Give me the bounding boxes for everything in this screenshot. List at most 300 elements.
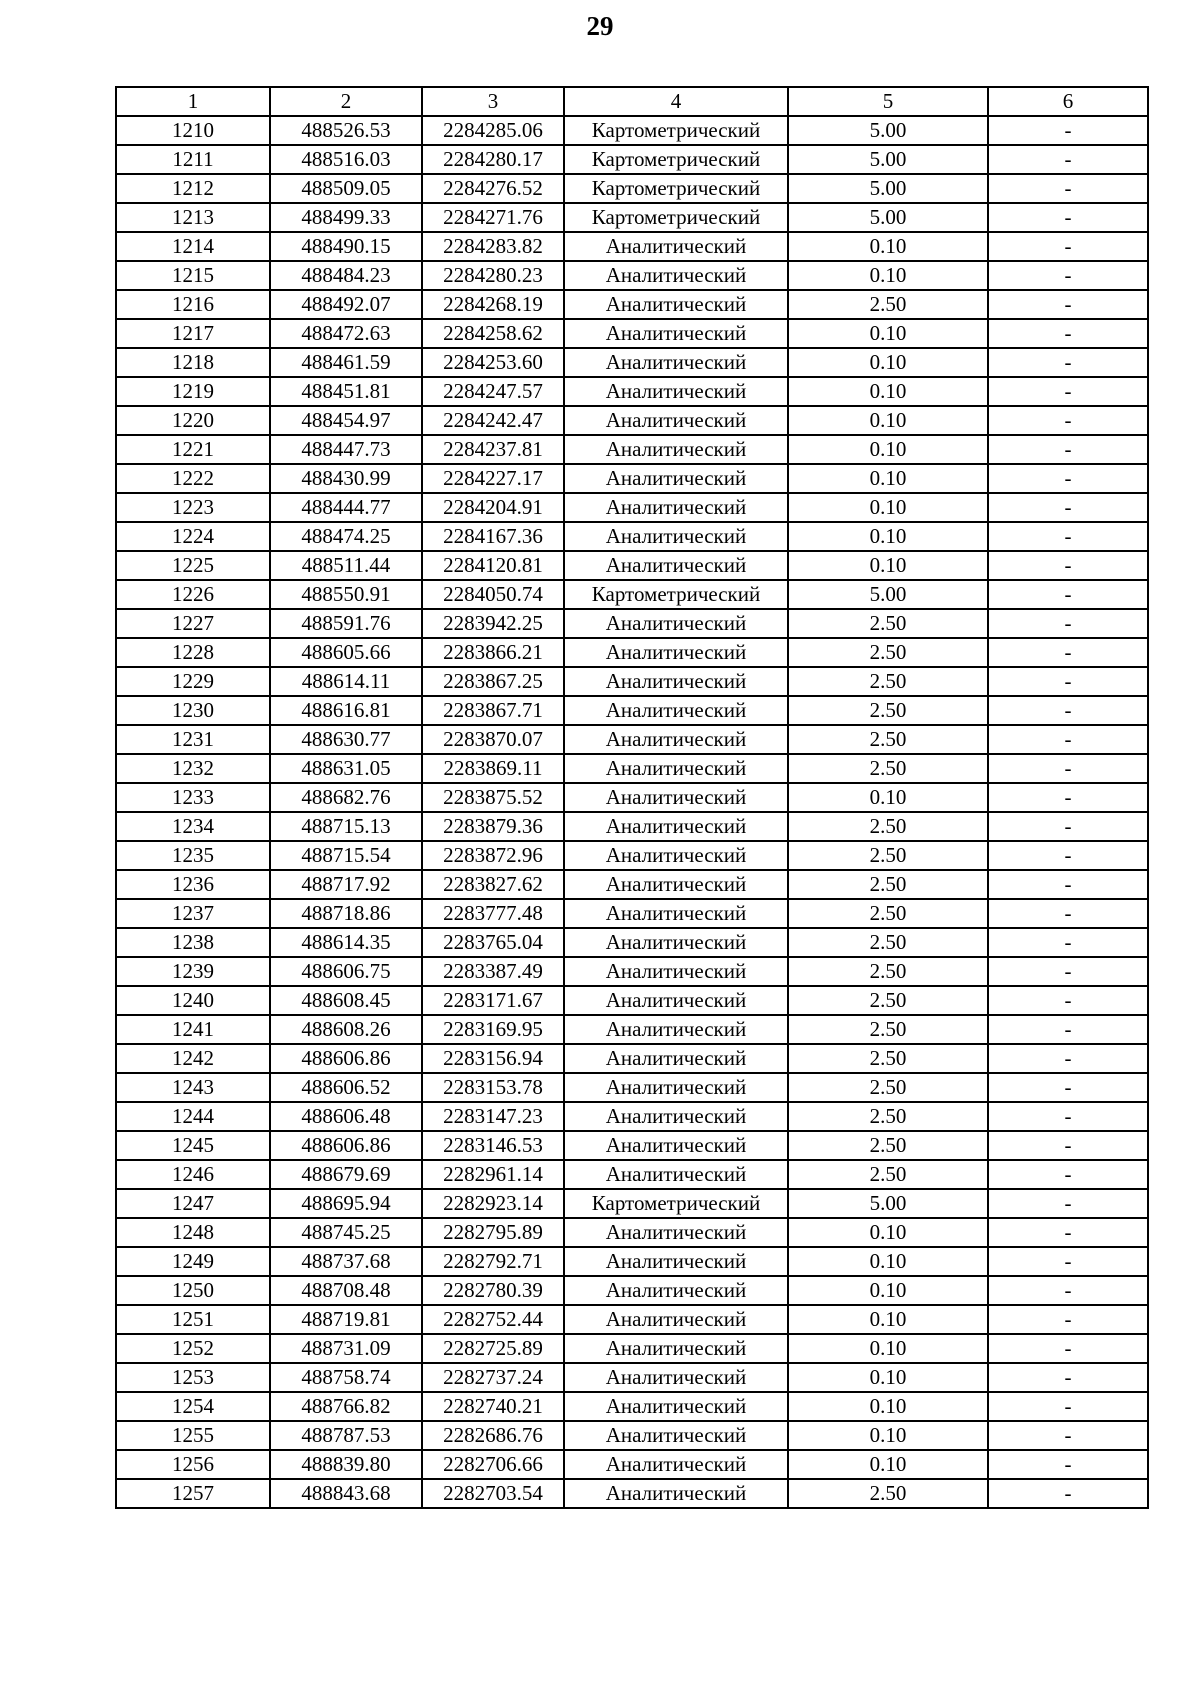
point-number-cell: 1251 <box>116 1305 270 1334</box>
y-coordinate-cell: 2284283.82 <box>422 232 564 261</box>
note-cell: - <box>988 957 1148 986</box>
y-coordinate-cell: 2284280.23 <box>422 261 564 290</box>
y-coordinate-cell: 2283866.21 <box>422 638 564 667</box>
x-coordinate-cell: 488474.25 <box>270 522 422 551</box>
note-cell: - <box>988 667 1148 696</box>
accuracy-cell: 0.10 <box>788 1363 988 1392</box>
point-number-cell: 1216 <box>116 290 270 319</box>
point-number-cell: 1221 <box>116 435 270 464</box>
x-coordinate-cell: 488509.05 <box>270 174 422 203</box>
x-coordinate-cell: 488608.45 <box>270 986 422 1015</box>
method-cell: Аналитический <box>564 1073 788 1102</box>
table-row <box>116 174 1148 203</box>
note-cell: - <box>988 1102 1148 1131</box>
x-coordinate-cell: 488715.54 <box>270 841 422 870</box>
table-row <box>116 580 1148 609</box>
method-cell: Аналитический <box>564 1479 788 1508</box>
column-header: 1 <box>116 87 270 116</box>
y-coordinate-cell: 2283879.36 <box>422 812 564 841</box>
accuracy-cell: 0.10 <box>788 261 988 290</box>
point-number-cell: 1246 <box>116 1160 270 1189</box>
point-number-cell: 1247 <box>116 1189 270 1218</box>
table-row <box>116 290 1148 319</box>
accuracy-cell: 2.50 <box>788 638 988 667</box>
method-cell: Аналитический <box>564 551 788 580</box>
y-coordinate-cell: 2282703.54 <box>422 1479 564 1508</box>
method-cell: Аналитический <box>564 1450 788 1479</box>
point-number-cell: 1245 <box>116 1131 270 1160</box>
note-cell: - <box>988 319 1148 348</box>
y-coordinate-cell: 2282961.14 <box>422 1160 564 1189</box>
point-number-cell: 1242 <box>116 1044 270 1073</box>
method-cell: Аналитический <box>564 1160 788 1189</box>
note-cell: - <box>988 116 1148 145</box>
y-coordinate-cell: 2282725.89 <box>422 1334 564 1363</box>
y-coordinate-cell: 2283146.53 <box>422 1131 564 1160</box>
column-header: 3 <box>422 87 564 116</box>
x-coordinate-cell: 488737.68 <box>270 1247 422 1276</box>
point-number-cell: 1254 <box>116 1392 270 1421</box>
note-cell: - <box>988 841 1148 870</box>
y-coordinate-cell: 2284258.62 <box>422 319 564 348</box>
x-coordinate-cell: 488608.26 <box>270 1015 422 1044</box>
x-coordinate-cell: 488454.97 <box>270 406 422 435</box>
y-coordinate-cell: 2283147.23 <box>422 1102 564 1131</box>
method-cell: Картометрический <box>564 174 788 203</box>
note-cell: - <box>988 1160 1148 1189</box>
point-number-cell: 1249 <box>116 1247 270 1276</box>
table-row <box>116 377 1148 406</box>
accuracy-cell: 0.10 <box>788 319 988 348</box>
method-cell: Аналитический <box>564 1247 788 1276</box>
table-row <box>116 899 1148 928</box>
accuracy-cell: 0.10 <box>788 435 988 464</box>
y-coordinate-cell: 2284285.06 <box>422 116 564 145</box>
y-coordinate-cell: 2282780.39 <box>422 1276 564 1305</box>
method-cell: Картометрический <box>564 580 788 609</box>
x-coordinate-cell: 488718.86 <box>270 899 422 928</box>
method-cell: Аналитический <box>564 986 788 1015</box>
point-number-cell: 1237 <box>116 899 270 928</box>
table-row <box>116 1102 1148 1131</box>
table-row <box>116 696 1148 725</box>
accuracy-cell: 0.10 <box>788 1218 988 1247</box>
table-row <box>116 145 1148 174</box>
point-number-cell: 1234 <box>116 812 270 841</box>
method-cell: Аналитический <box>564 406 788 435</box>
x-coordinate-cell: 488717.92 <box>270 870 422 899</box>
table-row <box>116 1305 1148 1334</box>
x-coordinate-cell: 488511.44 <box>270 551 422 580</box>
point-number-cell: 1244 <box>116 1102 270 1131</box>
y-coordinate-cell: 2283875.52 <box>422 783 564 812</box>
table-row <box>116 841 1148 870</box>
note-cell: - <box>988 290 1148 319</box>
x-coordinate-cell: 488605.66 <box>270 638 422 667</box>
y-coordinate-cell: 2284120.81 <box>422 551 564 580</box>
accuracy-cell: 2.50 <box>788 290 988 319</box>
point-number-cell: 1248 <box>116 1218 270 1247</box>
table-row <box>116 1044 1148 1073</box>
table-row <box>116 1189 1148 1218</box>
y-coordinate-cell: 2283872.96 <box>422 841 564 870</box>
accuracy-cell: 2.50 <box>788 1015 988 1044</box>
accuracy-cell: 0.10 <box>788 1392 988 1421</box>
note-cell: - <box>988 986 1148 1015</box>
table-row <box>116 1334 1148 1363</box>
table-row <box>116 261 1148 290</box>
y-coordinate-cell: 2283777.48 <box>422 899 564 928</box>
accuracy-cell: 0.10 <box>788 377 988 406</box>
x-coordinate-cell: 488787.53 <box>270 1421 422 1450</box>
table-row <box>116 870 1148 899</box>
note-cell: - <box>988 725 1148 754</box>
accuracy-cell: 2.50 <box>788 609 988 638</box>
method-cell: Аналитический <box>564 667 788 696</box>
y-coordinate-cell: 2283869.11 <box>422 754 564 783</box>
point-number-cell: 1255 <box>116 1421 270 1450</box>
point-number-cell: 1228 <box>116 638 270 667</box>
method-cell: Аналитический <box>564 638 788 667</box>
point-number-cell: 1220 <box>116 406 270 435</box>
note-cell: - <box>988 1421 1148 1450</box>
method-cell: Аналитический <box>564 1015 788 1044</box>
table-row <box>116 667 1148 696</box>
table-row <box>116 319 1148 348</box>
x-coordinate-cell: 488591.76 <box>270 609 422 638</box>
method-cell: Аналитический <box>564 493 788 522</box>
column-header: 5 <box>788 87 988 116</box>
note-cell: - <box>988 1131 1148 1160</box>
y-coordinate-cell: 2284276.52 <box>422 174 564 203</box>
y-coordinate-cell: 2283765.04 <box>422 928 564 957</box>
accuracy-cell: 0.10 <box>788 1276 988 1305</box>
x-coordinate-cell: 488616.81 <box>270 696 422 725</box>
method-cell: Аналитический <box>564 899 788 928</box>
y-coordinate-cell: 2284247.57 <box>422 377 564 406</box>
x-coordinate-cell: 488839.80 <box>270 1450 422 1479</box>
accuracy-cell: 0.10 <box>788 1305 988 1334</box>
method-cell: Аналитический <box>564 696 788 725</box>
accuracy-cell: 5.00 <box>788 145 988 174</box>
x-coordinate-cell: 488766.82 <box>270 1392 422 1421</box>
method-cell: Аналитический <box>564 261 788 290</box>
x-coordinate-cell: 488630.77 <box>270 725 422 754</box>
method-cell: Аналитический <box>564 522 788 551</box>
method-cell: Аналитический <box>564 232 788 261</box>
x-coordinate-cell: 488447.73 <box>270 435 422 464</box>
y-coordinate-cell: 2284204.91 <box>422 493 564 522</box>
x-coordinate-cell: 488695.94 <box>270 1189 422 1218</box>
note-cell: - <box>988 1392 1148 1421</box>
y-coordinate-cell: 2282686.76 <box>422 1421 564 1450</box>
note-cell: - <box>988 406 1148 435</box>
point-number-cell: 1214 <box>116 232 270 261</box>
method-cell: Аналитический <box>564 377 788 406</box>
note-cell: - <box>988 145 1148 174</box>
method-cell: Аналитический <box>564 870 788 899</box>
point-number-cell: 1231 <box>116 725 270 754</box>
y-coordinate-cell: 2284227.17 <box>422 464 564 493</box>
accuracy-cell: 2.50 <box>788 957 988 986</box>
x-coordinate-cell: 488614.11 <box>270 667 422 696</box>
method-cell: Аналитический <box>564 841 788 870</box>
y-coordinate-cell: 2284271.76 <box>422 203 564 232</box>
table-row <box>116 783 1148 812</box>
point-number-cell: 1213 <box>116 203 270 232</box>
table-row <box>116 1479 1148 1508</box>
y-coordinate-cell: 2283169.95 <box>422 1015 564 1044</box>
y-coordinate-cell: 2283156.94 <box>422 1044 564 1073</box>
x-coordinate-cell: 488550.91 <box>270 580 422 609</box>
x-coordinate-cell: 488430.99 <box>270 464 422 493</box>
table-row <box>116 522 1148 551</box>
accuracy-cell: 0.10 <box>788 464 988 493</box>
accuracy-cell: 0.10 <box>788 783 988 812</box>
accuracy-cell: 0.10 <box>788 348 988 377</box>
table-row <box>116 551 1148 580</box>
accuracy-cell: 2.50 <box>788 667 988 696</box>
method-cell: Аналитический <box>564 435 788 464</box>
x-coordinate-cell: 488526.53 <box>270 116 422 145</box>
note-cell: - <box>988 348 1148 377</box>
method-cell: Аналитический <box>564 319 788 348</box>
accuracy-cell: 2.50 <box>788 1479 988 1508</box>
method-cell: Аналитический <box>564 957 788 986</box>
method-cell: Картометрический <box>564 145 788 174</box>
x-coordinate-cell: 488484.23 <box>270 261 422 290</box>
y-coordinate-cell: 2284167.36 <box>422 522 564 551</box>
y-coordinate-cell: 2283827.62 <box>422 870 564 899</box>
method-cell: Аналитический <box>564 928 788 957</box>
accuracy-cell: 5.00 <box>788 116 988 145</box>
note-cell: - <box>988 1073 1148 1102</box>
y-coordinate-cell: 2282740.21 <box>422 1392 564 1421</box>
table-row <box>116 638 1148 667</box>
point-number-cell: 1229 <box>116 667 270 696</box>
point-number-cell: 1219 <box>116 377 270 406</box>
accuracy-cell: 2.50 <box>788 754 988 783</box>
table-row <box>116 406 1148 435</box>
point-number-cell: 1239 <box>116 957 270 986</box>
note-cell: - <box>988 1044 1148 1073</box>
point-number-cell: 1224 <box>116 522 270 551</box>
accuracy-cell: 2.50 <box>788 1044 988 1073</box>
x-coordinate-cell: 488679.69 <box>270 1160 422 1189</box>
method-cell: Аналитический <box>564 1305 788 1334</box>
point-number-cell: 1225 <box>116 551 270 580</box>
column-header: 4 <box>564 87 788 116</box>
point-number-cell: 1210 <box>116 116 270 145</box>
note-cell: - <box>988 464 1148 493</box>
accuracy-cell: 0.10 <box>788 522 988 551</box>
y-coordinate-cell: 2282923.14 <box>422 1189 564 1218</box>
note-cell: - <box>988 1015 1148 1044</box>
table-header-row <box>116 87 1148 116</box>
x-coordinate-cell: 488715.13 <box>270 812 422 841</box>
note-cell: - <box>988 899 1148 928</box>
point-number-cell: 1233 <box>116 783 270 812</box>
accuracy-cell: 0.10 <box>788 1421 988 1450</box>
method-cell: Аналитический <box>564 290 788 319</box>
accuracy-cell: 0.10 <box>788 551 988 580</box>
y-coordinate-cell: 2282706.66 <box>422 1450 564 1479</box>
y-coordinate-cell: 2284242.47 <box>422 406 564 435</box>
note-cell: - <box>988 580 1148 609</box>
note-cell: - <box>988 1218 1148 1247</box>
y-coordinate-cell: 2282792.71 <box>422 1247 564 1276</box>
note-cell: - <box>988 1450 1148 1479</box>
method-cell: Аналитический <box>564 609 788 638</box>
note-cell: - <box>988 1363 1148 1392</box>
table-row <box>116 1073 1148 1102</box>
table-body <box>116 116 1148 1508</box>
point-number-cell: 1240 <box>116 986 270 1015</box>
point-number-cell: 1226 <box>116 580 270 609</box>
x-coordinate-cell: 488606.48 <box>270 1102 422 1131</box>
method-cell: Аналитический <box>564 812 788 841</box>
table-row <box>116 928 1148 957</box>
table-row <box>116 1363 1148 1392</box>
method-cell: Аналитический <box>564 783 788 812</box>
x-coordinate-cell: 488606.52 <box>270 1073 422 1102</box>
note-cell: - <box>988 174 1148 203</box>
note-cell: - <box>988 522 1148 551</box>
y-coordinate-cell: 2283153.78 <box>422 1073 564 1102</box>
accuracy-cell: 2.50 <box>788 986 988 1015</box>
x-coordinate-cell: 488499.33 <box>270 203 422 232</box>
point-number-cell: 1230 <box>116 696 270 725</box>
point-number-cell: 1232 <box>116 754 270 783</box>
accuracy-cell: 2.50 <box>788 928 988 957</box>
note-cell: - <box>988 783 1148 812</box>
method-cell: Аналитический <box>564 1392 788 1421</box>
x-coordinate-cell: 488516.03 <box>270 145 422 174</box>
x-coordinate-cell: 488758.74 <box>270 1363 422 1392</box>
method-cell: Аналитический <box>564 348 788 377</box>
table-row <box>116 725 1148 754</box>
accuracy-cell: 2.50 <box>788 696 988 725</box>
y-coordinate-cell: 2284237.81 <box>422 435 564 464</box>
accuracy-cell: 0.10 <box>788 232 988 261</box>
note-cell: - <box>988 1189 1148 1218</box>
accuracy-cell: 0.10 <box>788 1450 988 1479</box>
note-cell: - <box>988 1305 1148 1334</box>
column-header: 2 <box>270 87 422 116</box>
y-coordinate-cell: 2282795.89 <box>422 1218 564 1247</box>
table-row <box>116 435 1148 464</box>
point-number-cell: 1253 <box>116 1363 270 1392</box>
note-cell: - <box>988 696 1148 725</box>
x-coordinate-cell: 488719.81 <box>270 1305 422 1334</box>
x-coordinate-cell: 488843.68 <box>270 1479 422 1508</box>
x-coordinate-cell: 488731.09 <box>270 1334 422 1363</box>
table-row <box>116 1450 1148 1479</box>
y-coordinate-cell: 2284253.60 <box>422 348 564 377</box>
y-coordinate-cell: 2284050.74 <box>422 580 564 609</box>
note-cell: - <box>988 203 1148 232</box>
y-coordinate-cell: 2283867.25 <box>422 667 564 696</box>
y-coordinate-cell: 2283870.07 <box>422 725 564 754</box>
x-coordinate-cell: 488614.35 <box>270 928 422 957</box>
method-cell: Аналитический <box>564 1102 788 1131</box>
accuracy-cell: 5.00 <box>788 174 988 203</box>
point-number-cell: 1227 <box>116 609 270 638</box>
method-cell: Картометрический <box>564 116 788 145</box>
accuracy-cell: 0.10 <box>788 406 988 435</box>
x-coordinate-cell: 488708.48 <box>270 1276 422 1305</box>
point-number-cell: 1252 <box>116 1334 270 1363</box>
table-row <box>116 1392 1148 1421</box>
x-coordinate-cell: 488745.25 <box>270 1218 422 1247</box>
point-number-cell: 1212 <box>116 174 270 203</box>
accuracy-cell: 2.50 <box>788 1131 988 1160</box>
method-cell: Аналитический <box>564 1218 788 1247</box>
column-header: 6 <box>988 87 1148 116</box>
table-row <box>116 116 1148 145</box>
table-row <box>116 1160 1148 1189</box>
method-cell: Аналитический <box>564 754 788 783</box>
point-number-cell: 1217 <box>116 319 270 348</box>
accuracy-cell: 2.50 <box>788 899 988 928</box>
point-number-cell: 1218 <box>116 348 270 377</box>
accuracy-cell: 5.00 <box>788 1189 988 1218</box>
accuracy-cell: 2.50 <box>788 1160 988 1189</box>
table-row <box>116 1015 1148 1044</box>
accuracy-cell: 0.10 <box>788 493 988 522</box>
y-coordinate-cell: 2283942.25 <box>422 609 564 638</box>
point-number-cell: 1241 <box>116 1015 270 1044</box>
page-number: 29 <box>586 11 614 41</box>
table-row <box>116 493 1148 522</box>
method-cell: Аналитический <box>564 1421 788 1450</box>
table-row <box>116 1131 1148 1160</box>
point-number-cell: 1236 <box>116 870 270 899</box>
point-number-cell: 1250 <box>116 1276 270 1305</box>
accuracy-cell: 2.50 <box>788 870 988 899</box>
accuracy-cell: 2.50 <box>788 1102 988 1131</box>
table-row <box>116 754 1148 783</box>
point-number-cell: 1243 <box>116 1073 270 1102</box>
table-row <box>116 1421 1148 1450</box>
table-row <box>116 957 1148 986</box>
x-coordinate-cell: 488606.75 <box>270 957 422 986</box>
note-cell: - <box>988 928 1148 957</box>
note-cell: - <box>988 754 1148 783</box>
x-coordinate-cell: 488606.86 <box>270 1044 422 1073</box>
x-coordinate-cell: 488492.07 <box>270 290 422 319</box>
note-cell: - <box>988 1334 1148 1363</box>
point-number-cell: 1238 <box>116 928 270 957</box>
note-cell: - <box>988 638 1148 667</box>
x-coordinate-cell: 488472.63 <box>270 319 422 348</box>
note-cell: - <box>988 261 1148 290</box>
method-cell: Аналитический <box>564 1363 788 1392</box>
table-row <box>116 1276 1148 1305</box>
x-coordinate-cell: 488490.15 <box>270 232 422 261</box>
accuracy-cell: 2.50 <box>788 1073 988 1102</box>
y-coordinate-cell: 2282752.44 <box>422 1305 564 1334</box>
method-cell: Аналитический <box>564 1131 788 1160</box>
table-row <box>116 348 1148 377</box>
point-number-cell: 1235 <box>116 841 270 870</box>
accuracy-cell: 0.10 <box>788 1334 988 1363</box>
note-cell: - <box>988 1247 1148 1276</box>
y-coordinate-cell: 2282737.24 <box>422 1363 564 1392</box>
note-cell: - <box>988 812 1148 841</box>
x-coordinate-cell: 488682.76 <box>270 783 422 812</box>
table-row <box>116 232 1148 261</box>
